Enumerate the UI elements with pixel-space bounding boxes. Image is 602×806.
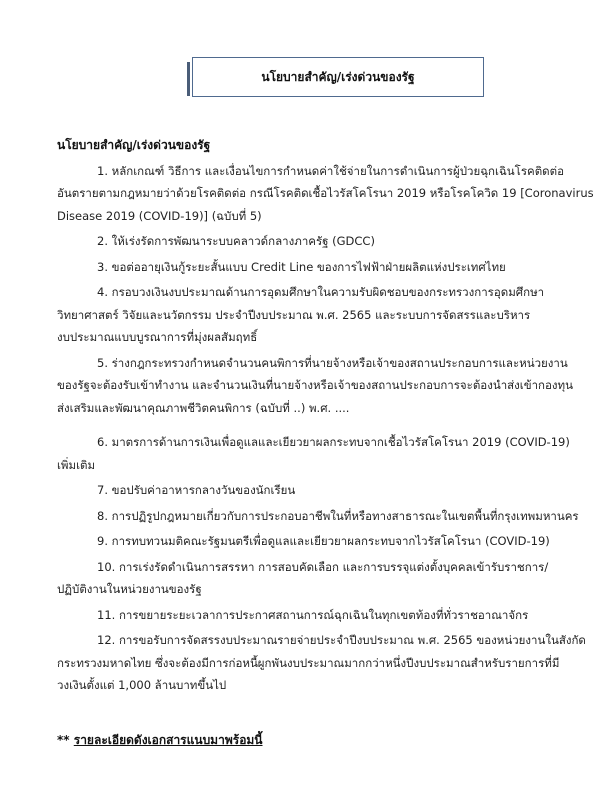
policy-item-line: Disease 2019 (COVID-19)] (ฉบับที่ 5): [57, 208, 262, 223]
policy-item-line: เพิ่มเติม: [57, 457, 96, 472]
title-accent-bar: [187, 62, 190, 96]
page-title-box: [192, 57, 484, 97]
policy-item-line: 6. มาตรการด้านการเงินเพื่อดูแลและเยียวยาผลกระทบจากเชื้อไวรัสโคโรนา 2019 (COVID-19): [97, 435, 570, 449]
policy-item-line: ของรัฐจะต้องรับเข้าทำงาน และจำนวนเงินที่นายจ้างหรือเจ้าของสถานประกอบการจะต้องนำส่งเข้ากองทุน: [57, 378, 573, 392]
policy-item: [57, 431, 577, 476]
policy-item-line: 9. การทบทวนมติคณะรัฐมนตรีเพื่อดูแลและเยียวยาผลกระทบจากไวรัสโคโรนา (COVID-19): [97, 534, 550, 548]
policy-item: [57, 281, 577, 349]
policy-item: [57, 479, 577, 502]
policy-item-line: ปฏิบัติงานในหน่วยงานของรัฐ: [57, 582, 202, 596]
policy-item: [57, 160, 594, 228]
policy-item: [57, 256, 577, 279]
policy-item-line: 5. ร่างกฎกระทรวงกำหนดจำนวนคนพิการที่นายจ้างหรือเจ้าของสถานประกอบการและหน่วยงาน: [97, 355, 568, 370]
policy-item-line: 11. การขยายระยะเวลาการประกาศสถานการณ์ฉุกเฉินในทุกเขตท้องที่ทั่วราชอาณาจักร: [97, 607, 529, 622]
page-title: นโยบายสำคัญ/เร่งด่วนของรัฐ: [261, 69, 415, 84]
policy-item-line: วงเงินตั้งแต่ 1,000 ล้านบาทขึ้นไป: [57, 678, 227, 692]
policy-item: [57, 352, 577, 420]
policy-item-line: กระทรวงมหาดไทย ซึ่งจะต้องมีการก่อหนี้ผูกพันงบประมาณมากกว่าหนึ่งปีงบประมาณสำหรับรายการที่มี: [57, 655, 560, 670]
note-text: รายละเอียดดังเอกสารแนบมาพร้อมนี้: [73, 732, 263, 747]
policy-item: [57, 230, 577, 253]
attachment-note: [57, 729, 577, 752]
policy-item-line: 1. หลักเกณฑ์ วิธีการ และเงื่อนไขการกำหนดค่าใช้จ่ายในการดำเนินการผู้ป่วยฉุกเฉินโรคติดต่อ: [97, 163, 565, 178]
policy-item-line: อันตรายตามกฎหมายว่าด้วยโรคติดต่อ กรณีโรคติดเชื้อไวรัสโคโรนา 2019 หรือโรคโควิด 19 [Coronavirus: [57, 186, 594, 200]
policy-list: [57, 160, 594, 697]
policy-item-line: 7. ขอปรับค่าอาหารกลางวันของนักเรียน: [97, 483, 296, 497]
policy-item: [57, 629, 586, 697]
policy-item: [57, 556, 577, 601]
policy-item-line: 10. การเร่งรัดดำเนินการสรรหา การสอบคัดเลือก และการบรรจุแต่งตั้งบุคคลเข้ารับราชการ/: [97, 559, 549, 574]
note-prefix: **: [57, 732, 70, 747]
policy-item-line: งบประมาณแบบบูรณาการที่มุ่งผลสัมฤทธิ์: [57, 330, 258, 344]
policy-content: [57, 134, 594, 751]
policy-item: [57, 505, 577, 528]
policy-item-line: 4. กรอบวงเงินงบประมาณด้านการอุดมศึกษาในความรับผิดชอบของกระทรวงการอุดมศึกษา: [97, 285, 545, 299]
section-heading: นโยบายสำคัญ/เร่งด่วนของรัฐ: [57, 138, 211, 152]
policy-item-line: 3. ขอต่ออายุเงินกู้ระยะสั้นแบบ Credit Line ของการไฟฟ้าฝ่ายผลิตแห่งประเทศไทย: [97, 259, 506, 274]
policy-item-line: 2. ให้เร่งรัดการพัฒนาระบบคลาวด์กลางภาครัฐ (GDCC): [97, 234, 375, 248]
policy-item-line: วิทยาศาสตร์ วิจัยและนวัตกรรม ประจำปีงบประมาณ พ.ศ. 2565 และระบบการจัดสรรและบริหาร: [57, 307, 531, 322]
policy-item-line: ส่งเสริมและพัฒนาคุณภาพชีวิตคนพิการ (ฉบับที่ ..) พ.ศ. ....: [57, 400, 350, 415]
policy-item-line: 8. การปฏิรูปกฎหมายเกี่ยวกับการประกอบอาชีพในที่หรือทางสาธารณะในเขตพื้นที่กรุงเทพมหานคร: [97, 508, 579, 523]
policy-item-line: 12. การขอรับการจัดสรรงบประมาณรายจ่ายประจำปีงบประมาณ พ.ศ. 2565 ของหน่วยงานในสังกัด: [97, 633, 586, 647]
policy-item: [57, 604, 577, 627]
policy-item: [57, 530, 577, 553]
